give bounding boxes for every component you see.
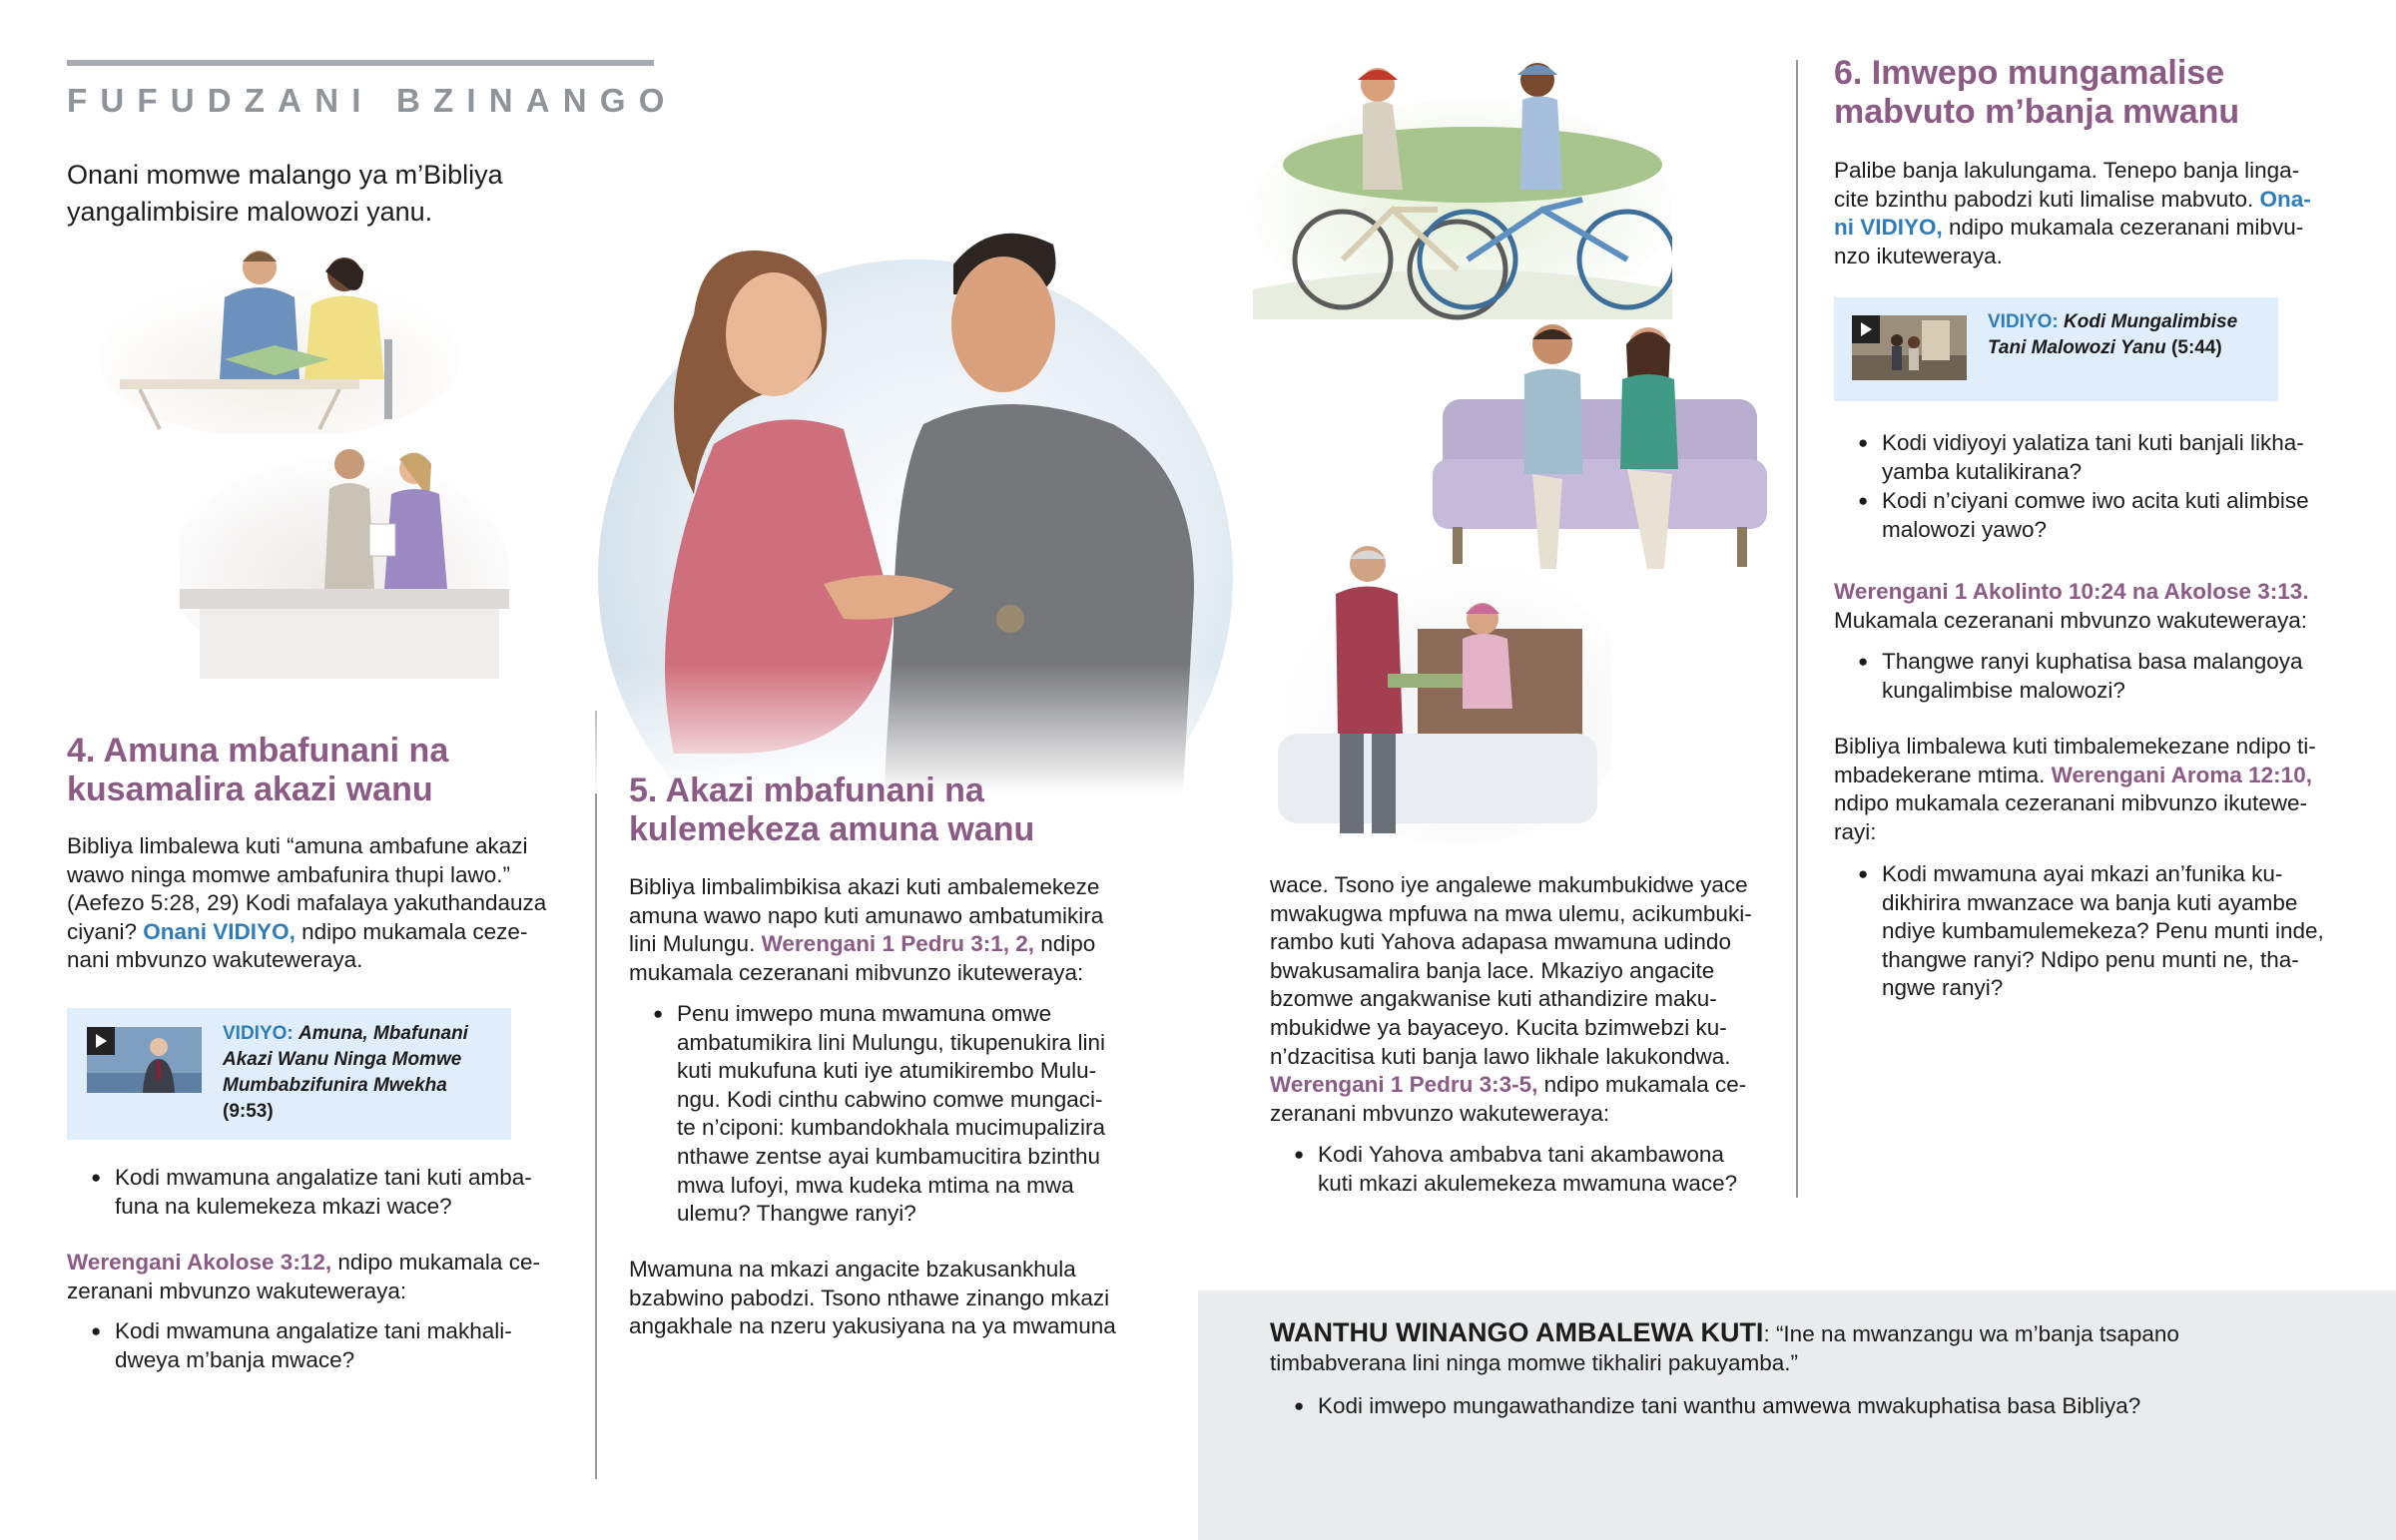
watch-video-link[interactable]: Ona-: [2259, 186, 2311, 212]
text: lini Mulungu.: [629, 931, 762, 957]
video-card[interactable]: [67, 1008, 511, 1140]
section-6-bullets-2: [1834, 648, 2378, 705]
video-card[interactable]: [1834, 297, 2278, 401]
question-line: ● Kodi n’ciyani comwe iwo acita kuti alimbise: [1882, 488, 2309, 514]
paragraph-line: Mwamuna na mkazi angacite bzakusankhula: [629, 1257, 1076, 1282]
paragraph-line: Bibliya limbalimbikisa akazi kuti ambalemekeze: [629, 874, 1100, 899]
scripture-link[interactable]: Werengani 1 Akolinto 10:24 na Akolose 3:13.: [1834, 579, 2309, 604]
box-quote-line: timbabverana lini ninga momwe tikhaliri pakuyamba.”: [1270, 1349, 1798, 1375]
text: ndipo mukamala ce-: [331, 1250, 540, 1275]
text: mbadekerane mtima.: [1834, 762, 2052, 787]
paragraph-line: n’dzacitisa kuti banja lawo likhale lakukondwa.: [1270, 1043, 1731, 1069]
question-line: ● Kodi mwamuna angalatize tani kuti amba-: [115, 1165, 532, 1190]
paragraph-line: zeranani mbvunzo wakuteweraya:: [1270, 1100, 1610, 1126]
paragraph-line: rambo kuti Yahova adapasa mwamuna udindo: [1270, 929, 1731, 955]
paragraph-line: nani mbvunzo wakuteweraya.: [67, 947, 363, 973]
text: ndipo mukamala ce-: [1537, 1072, 1747, 1098]
intro-line: yangalimbisire malowozi yanu.: [67, 197, 433, 227]
section-4: [67, 732, 586, 809]
heading-line: 6. Imwepo mungamalise: [1834, 54, 2225, 92]
video-thumbnail[interactable]: [1852, 315, 1967, 380]
column-divider: [1796, 60, 1798, 1198]
section-5-heading: [629, 771, 1148, 849]
question-item: [1834, 860, 2378, 1003]
video-title[interactable]: Akazi Wanu Ninga Momwe: [223, 1049, 462, 1070]
header-rule: [67, 60, 654, 66]
column-divider: [595, 711, 597, 1479]
video-title[interactable]: Amuna, Mbafunani: [299, 1023, 468, 1044]
paragraph-line: bzomwe angakwanise kuti athandizire maku-: [1270, 986, 1717, 1012]
section-4-read: [67, 1249, 540, 1305]
section-4-bullets: [67, 1164, 586, 1221]
couple-cycling-illustration: [1253, 60, 1672, 334]
read-line: [67, 1249, 540, 1278]
section-5-paragraph: [629, 873, 1103, 987]
box-quote-line: [1270, 1318, 2179, 1349]
question-line: kuti mkazi akulemekeza mwamuna wace?: [1318, 1170, 1738, 1196]
text: : “Ine na mwanzangu wa m’banja tsapano: [1763, 1321, 2179, 1346]
question-item: [629, 1000, 1188, 1229]
caring-for-sick-wife-illustration: [1268, 534, 1612, 843]
question-line: ● Kodi mwamuna ayai mkazi an’funika ku-: [1882, 861, 2283, 886]
question-line: ndiye kumbamulemekeza? Penu munti inde,: [1882, 918, 2324, 944]
question-line: malowozi yawo?: [1882, 516, 2048, 542]
box-quote: [1270, 1318, 2179, 1377]
question-line: nthawe zentse ayai kumbamucitira bzinthu: [677, 1143, 1100, 1169]
paragraph-line: bwakusamalira banja lace. Mkaziyo angacite: [1270, 957, 1715, 983]
paragraph-line: [1834, 186, 2311, 215]
paragraph-line: wace. Tsono iye angalewe makumbukidwe yace: [1270, 872, 1748, 897]
paragraph-line: [1834, 214, 2311, 243]
paragraph-line: Bibliya limbalewa kuti “amuna ambafune akazi: [67, 833, 528, 858]
section-5-paragraph-2: [629, 1256, 1116, 1341]
question-item: [1270, 1392, 2268, 1421]
video-title[interactable]: Kodi Mungalimbise: [2064, 311, 2238, 332]
box-title: WANTHU WINANGO AMBALEWA KUTI: [1270, 1317, 1764, 1347]
section-6-paragraph-2: [1834, 733, 2316, 846]
question-item: [1834, 487, 2378, 544]
heading-line: 4. Amuna mbafunani na: [67, 732, 449, 770]
section-5-bullets: [629, 1000, 1188, 1229]
scripture-link[interactable]: Werengani 1 Pedru 3:1, 2,: [761, 931, 1035, 957]
section-6-bullets-3: [1834, 860, 2378, 1003]
read-line: Mukamala cezeranani mbvunzo wakuteweraya:: [1834, 607, 2307, 633]
intro-line: Onani momwe malango ya m’Bibliya: [67, 160, 503, 190]
question-line: ambatumikira lini Mulungu, tikupenukira lini: [677, 1029, 1105, 1055]
question-line: mwa lufoyi, mwa kudeka mtima na mwa: [677, 1172, 1074, 1198]
paragraph-line: Palibe banja lakulungama. Tenepo banja linga-: [1834, 158, 2300, 183]
question-line: ulemu? Thangwe ranyi?: [677, 1201, 916, 1227]
question-line: dikhirira mwanzace wa banja kuti ayambe: [1882, 889, 2298, 915]
paragraph-line: rayi:: [1834, 818, 1877, 844]
paragraph-line: angakhale na nzeru yakusiyana na ya mwamuna: [629, 1313, 1116, 1339]
paragraph-line: mbukidwe ya bayaceyo. Kucita bzimwebzi ku-: [1270, 1014, 1727, 1040]
section-6: [1834, 54, 2373, 132]
paragraph-line: mwakugwa mpfuwa na mwa ulemu, acikumbuki-: [1270, 900, 1752, 926]
heading-line: kulemekeza amuna wanu: [629, 810, 1035, 848]
question-item: [67, 1164, 586, 1221]
video-label: VIDIYO:: [223, 1023, 294, 1044]
paragraph-line: ndipo mukamala cezeranani mibvunzo ikutewe-: [1834, 790, 2307, 816]
paragraph-line: nzo ikuteweraya.: [1834, 243, 2003, 268]
question-line: kungalimbise malowozi?: [1882, 677, 2125, 703]
question-item: [67, 1317, 586, 1374]
section-4-paragraph: [67, 832, 546, 975]
text: ndipo mukamala cezeranani mibvu-: [1942, 215, 2304, 241]
video-title[interactable]: Tani Malowozi Yanu: [1988, 337, 2166, 358]
paragraph-line: (Aefezo 5:28, 29) Kodi mafalaya yakuthandauza: [67, 890, 547, 916]
heading-line: kusamalira akazi wanu: [67, 770, 433, 808]
question-line: ● Kodi mwamuna angalatize tani makhali-: [115, 1318, 512, 1343]
video-caption: [223, 1021, 468, 1125]
paragraph-line: wawo ninga momwe ambafunira thupi lawo.”: [67, 861, 510, 887]
question-line: ● Kodi Yahova ambabva tani akambawona: [1318, 1142, 1724, 1167]
intro-text: [67, 157, 503, 231]
paragraph-line: [67, 918, 546, 947]
question-line: ● Thangwe ranyi kuphatisa basa malangoya: [1882, 649, 2303, 674]
couple-studying-illustration: [100, 240, 459, 434]
section-5: [629, 771, 1148, 849]
paragraph-line: [1270, 1071, 1752, 1100]
section-6-bullets: [1834, 429, 2378, 544]
question-line: te n’ciponi: kumbandokhala mucimupalizira: [677, 1115, 1105, 1141]
video-label: VIDIYO:: [1988, 311, 2059, 332]
paragraph-line: [629, 930, 1103, 959]
heading-line: mabvuto m’banja mwanu: [1834, 93, 2240, 131]
video-caption-line: [1988, 309, 2237, 335]
question-line: kuti mukufuna kuti iye atumikirembo Mulu-: [677, 1058, 1097, 1084]
video-duration: (5:44): [2171, 337, 2222, 358]
section-4-bullets-2: [67, 1317, 586, 1374]
play-icon[interactable]: [1852, 315, 1880, 343]
section-title: FUFUDZANI BZINANGO: [67, 82, 678, 119]
paragraph-line: [1834, 762, 2316, 790]
couple-kitchen-illustration: [180, 439, 509, 679]
section-6-paragraph: [1834, 157, 2311, 270]
section-6-heading: [1834, 54, 2373, 132]
video-title[interactable]: Mumbabzifunira Mwekha: [223, 1075, 447, 1096]
section-4-heading: [67, 732, 586, 809]
box-bullets: [1270, 1392, 2268, 1421]
paragraph-line: Bibliya limbalewa kuti timbalemekezane ndipo ti-: [1834, 734, 2316, 759]
question-item: [1834, 429, 2378, 486]
scripture-link[interactable]: Werengani Akolose 3:12,: [67, 1250, 332, 1275]
question-line: ● Kodi vidiyoyi yalatiza tani kuti banjali likha-: [1882, 430, 2304, 455]
question-line: funa na kulemekeza mkazi wace?: [115, 1193, 452, 1219]
question-line: yamba kutalikirana?: [1882, 458, 2083, 484]
couple-embracing-illustration: [594, 195, 1233, 793]
column-3-bullets: [1270, 1141, 1769, 1198]
video-duration: (9:53): [223, 1101, 274, 1122]
scripture-link[interactable]: Werengani Aroma 12:10,: [2051, 762, 2312, 787]
scripture-link[interactable]: Werengani 1 Pedru 3:3-5,: [1270, 1072, 1538, 1098]
text: ciyani?: [67, 918, 144, 944]
question-item: [1270, 1141, 1769, 1198]
text: ndipo: [1034, 931, 1096, 957]
question-line: ngu. Kodi cinthu cabwino comwe mungaci-: [677, 1086, 1103, 1112]
question-line: ● Penu imwepo muna mwamuna omwe: [677, 1001, 1052, 1026]
question-line: ngwe ranyi?: [1882, 975, 2004, 1001]
video-caption-line: [1988, 335, 2237, 361]
play-icon[interactable]: [87, 1027, 115, 1055]
video-caption-line: [223, 1021, 468, 1047]
watch-video-link[interactable]: ni VIDIYO,: [1834, 215, 1943, 241]
question-line: thangwe ranyi? Ndipo penu munti ne, tha-: [1882, 946, 2299, 972]
question-line: ● Kodi imwepo mungawathandize tani wanthu amwewa mwakuphatisa basa Bibliya?: [1318, 1393, 2141, 1418]
heading-line: 5. Akazi mbafunani na: [629, 771, 984, 809]
some-people-say-box: [1198, 1290, 2396, 1540]
read-line: zeranani mbvunzo wakuteweraya:: [67, 1278, 407, 1303]
video-thumbnail[interactable]: [87, 1027, 202, 1093]
paragraph-line: bzabwino pabodzi. Tsono nthawe zinango mkazi: [629, 1284, 1110, 1310]
question-item: [1834, 648, 2378, 705]
column-3-paragraph: [1270, 871, 1752, 1128]
text: ndipo mukamala ceze-: [295, 918, 528, 944]
paragraph-line: amuna wawo napo kuti amunawo ambatumikira: [629, 902, 1104, 928]
paragraph-line: mukamala cezeranani mibvunzo ikuteweraya:: [629, 959, 1084, 985]
text: cite bzinthu pabodzi kuti limalise mabvuto.: [1834, 186, 2260, 212]
section-6-read: [1834, 578, 2309, 635]
watch-video-link[interactable]: Onani VIDIYO,: [143, 918, 296, 944]
video-caption: [1988, 309, 2237, 361]
question-line: dweya m’banja mwace?: [115, 1346, 355, 1372]
